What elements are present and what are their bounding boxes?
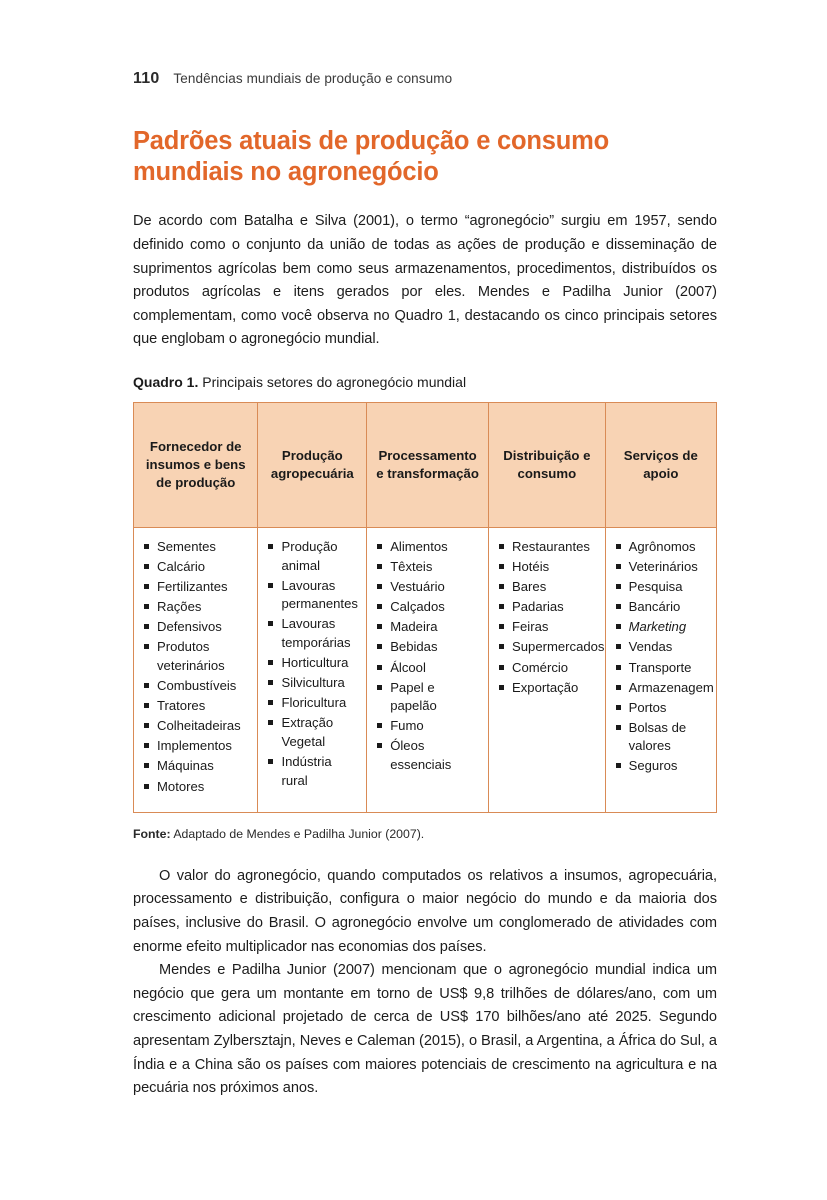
list-item: Marketing <box>616 618 708 637</box>
list-item: Vendas <box>616 638 708 657</box>
list-item: Produção animal <box>268 538 358 575</box>
column-header-processamento: Processamento e transformação <box>367 403 489 528</box>
column-header-fornecedor: Fornecedor de insumos e bens de produção <box>134 403 258 528</box>
cell-fornecedor <box>134 528 258 813</box>
cell-distribuicao <box>489 528 606 813</box>
running-head <box>133 70 717 88</box>
cell-processamento <box>367 528 489 813</box>
quadro-1-table <box>133 402 717 813</box>
list-item: Transporte <box>616 659 708 678</box>
list-servicos <box>616 538 714 776</box>
table-caption <box>133 374 717 390</box>
list-item: Restaurantes <box>499 538 597 557</box>
list-processamento <box>377 538 480 774</box>
list-item: Colheitadeiras <box>144 717 249 736</box>
list-item: Fumo <box>377 717 480 736</box>
page-number: 110 <box>133 70 160 87</box>
list-item: Lavouras permanentes <box>268 577 358 614</box>
list-item: Madeira <box>377 618 480 637</box>
list-item: Padarias <box>499 598 597 617</box>
list-distribuicao <box>499 538 605 697</box>
list-item: Armazenagem <box>616 679 708 698</box>
list-item: Horticultura <box>268 654 358 673</box>
paragraph-intro: De acordo com Batalha e Silva (2001), o termo “agronegócio” surgiu em 1957, sendo definido como o conjunto da união de todas as ações de produção e disseminação de suprimentos agrícolas bem como seus armazenamentos, procedimentos, distribuídos os produtos agrícolas e itens gerados por eles. Mendes e Padilha Junior (2007) complementam, como você observa no Quadro 1, destacando os cinco principais setores que englobam o agronegócio mundial. <box>133 213 717 348</box>
list-item: Portos <box>616 699 708 718</box>
list-item: Calçados <box>377 598 480 617</box>
list-item: Implementos <box>144 737 249 756</box>
cell-producao <box>258 528 367 813</box>
list-fornecedor <box>144 538 249 796</box>
list-item: Extração Vegetal <box>268 714 358 751</box>
page-title: Padrões atuais de produção e consumo mundiais no agronegócio <box>133 127 610 187</box>
list-item: Bebidas <box>377 638 480 657</box>
list-item: Sementes <box>144 538 249 557</box>
list-item: Máquinas <box>144 757 249 776</box>
running-head-title: Tendências mundiais de produção e consumo <box>173 71 453 86</box>
column-header-servicos: Serviços de apoio <box>605 403 716 528</box>
list-item: Vestuário <box>377 578 480 597</box>
list-item: Produtos veterinários <box>144 638 249 675</box>
list-item: Floricultura <box>268 694 358 713</box>
table-header-row <box>134 403 717 528</box>
list-item: Defensivos <box>144 618 249 637</box>
list-item: Alimentos <box>377 538 480 557</box>
list-item: Bancário <box>616 598 708 617</box>
paragraph-after-2: Mendes e Padilha Junior (2007) mencionam que o agronegócio mundial indica um negócio que gera um montante em torno de US$ 9,8 trilhões de dólares/ano, com um crescimento adicional projetado de cerca de US$ 170 bilhões/ano até 2025. Segundo apresentam Zylbersztajn, Neves e Caleman (2015), o Brasil, a Argentina, a África do Sul, a Índia e a China são os países com maiores potenciais de crescimento na agricultura e na pecuária nos próximos anos. <box>133 962 717 1097</box>
list-item: Tratores <box>144 697 249 716</box>
column-header-producao: Produção agropecuária <box>258 403 367 528</box>
list-item: Feiras <box>499 618 597 637</box>
list-item: Álcool <box>377 659 480 678</box>
list-item: Combustíveis <box>144 677 249 696</box>
table-source-label: Fonte: <box>133 826 171 841</box>
table-row <box>134 528 717 813</box>
list-item: Motores <box>144 778 249 797</box>
list-item: Bolsas de valores <box>616 719 708 756</box>
table-source <box>133 827 717 841</box>
list-item: Silvicultura <box>268 674 358 693</box>
list-item: Agrônomos <box>616 538 708 557</box>
list-item: Pesquisa <box>616 578 708 597</box>
cell-servicos <box>605 528 716 813</box>
list-item: Exportação <box>499 679 597 698</box>
table-body <box>134 528 717 813</box>
list-item: Calcário <box>144 558 249 577</box>
list-item: Têxteis <box>377 558 480 577</box>
list-item: Seguros <box>616 757 708 776</box>
list-item: Bares <box>499 578 597 597</box>
paragraph-after-1: O valor do agronegócio, quando computados os relativos a insumos, agropecuária, processamento e distribuição, configura o maior negócio do mundo e da maioria dos países, inclusive do Brasil. O agronegócio envolve um conglomerado de atividades com enorme efeito multiplicador nas economias dos países. <box>133 867 717 955</box>
list-item: Rações <box>144 598 249 617</box>
list-item: Lavouras temporárias <box>268 615 358 652</box>
list-item: Óleos essenciais <box>377 737 480 774</box>
table-caption-label: Quadro 1. <box>133 374 199 391</box>
list-producao <box>268 538 358 790</box>
list-item: Comércio <box>499 659 597 678</box>
table-source-text: Adaptado de Mendes e Padilha Junior (2007). <box>170 826 425 841</box>
list-item: Papel e papelão <box>377 679 480 716</box>
list-item: Supermercados <box>499 638 597 657</box>
list-item: Indústria rural <box>268 753 358 790</box>
list-item: Hotéis <box>499 558 597 577</box>
table-caption-text: Principais setores do agronegócio mundial <box>198 374 467 391</box>
list-item: Veterinários <box>616 558 708 577</box>
column-header-distribuicao: Distribuição e consumo <box>489 403 606 528</box>
list-item: Fertilizantes <box>144 578 249 597</box>
